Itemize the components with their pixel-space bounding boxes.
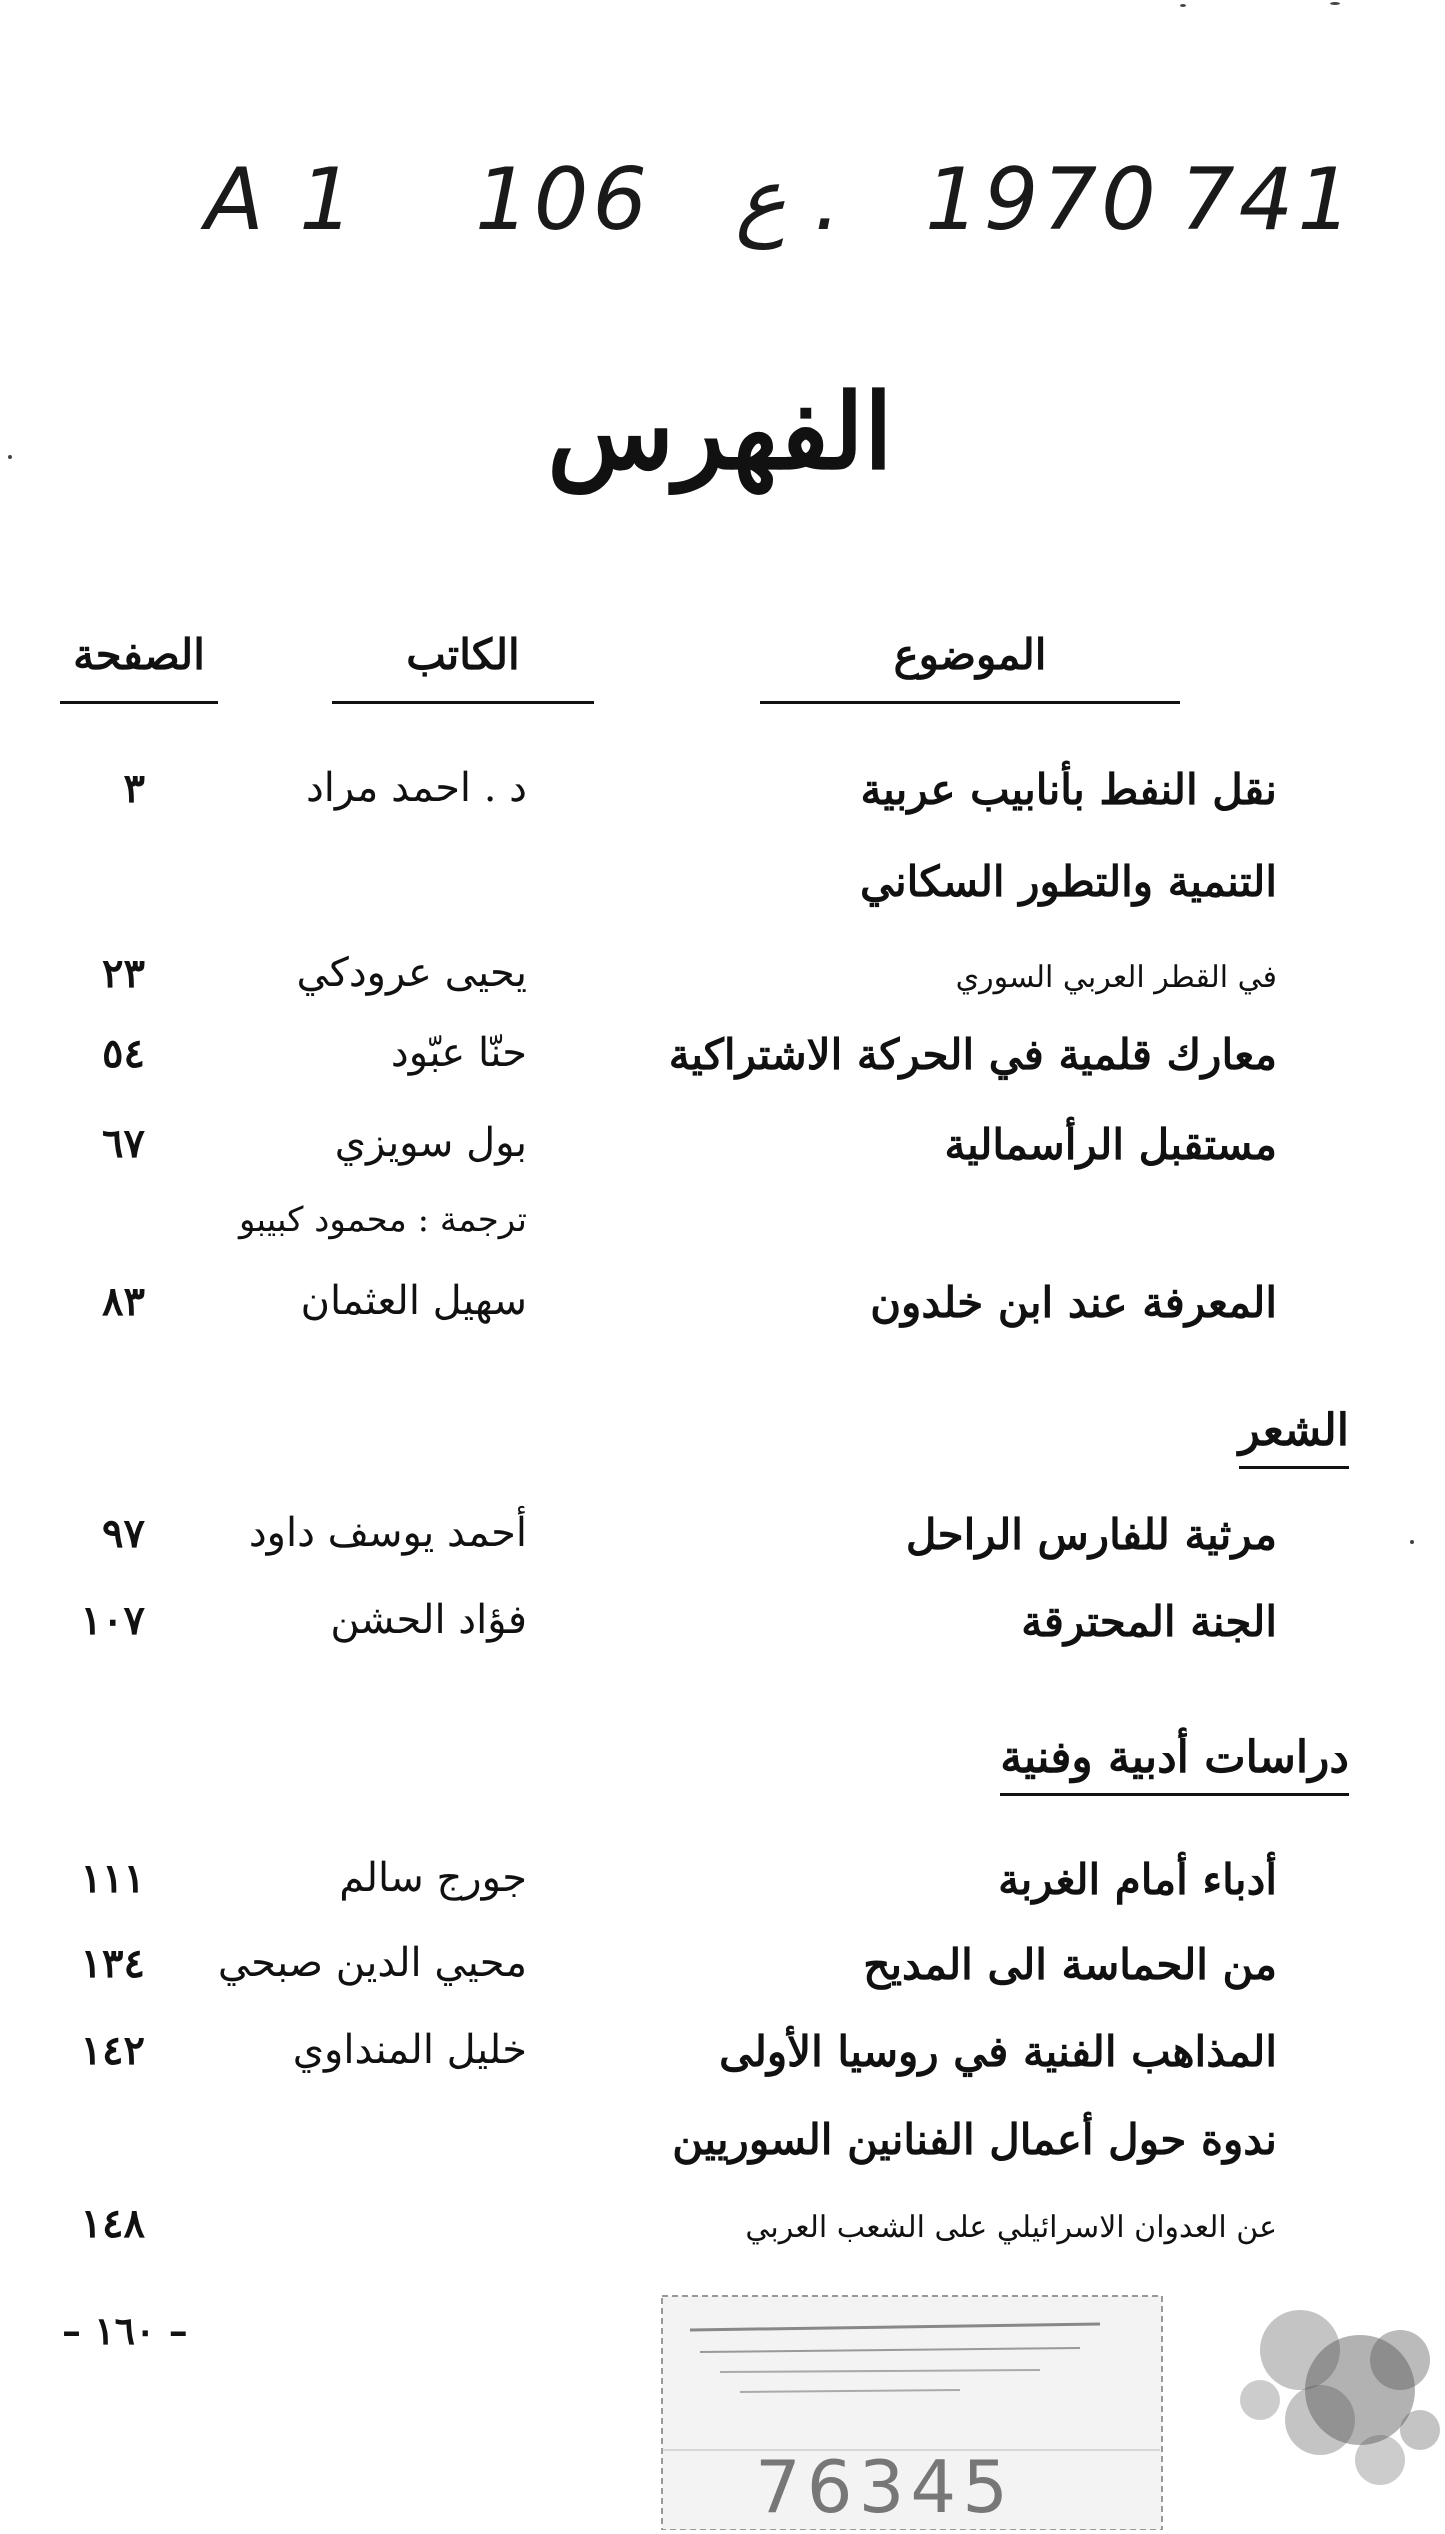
toc-page: ١٤٢	[80, 2027, 145, 2074]
toc-topic: مستقبل الرأسمالية	[944, 1120, 1277, 1169]
toc-topic: ندوة حول أعمال الفنانين السوريين	[672, 2115, 1277, 2164]
toc-row	[0, 950, 1445, 1020]
toc-topic: في القطر العربي السوري	[955, 960, 1277, 995]
toc-author: خليل المنداوي	[292, 2027, 527, 2073]
toc-topic: المعرفة عند ابن خلدون	[870, 1278, 1277, 1327]
toc-page: ١١١	[80, 1855, 145, 1902]
callno-part: 1970	[925, 150, 1160, 250]
page-title: الفهرس	[547, 370, 893, 493]
toc-row	[0, 1855, 1445, 1925]
page-number: – ١٦٠ –	[62, 2308, 188, 2353]
toc-author: فؤاد الحشن	[330, 1597, 527, 1643]
toc-page: ١٤٨	[80, 2200, 145, 2247]
toc-page: ٨٣	[102, 1278, 145, 1325]
stamp-graphic	[660, 2290, 1445, 2530]
toc-page: ٥٤	[102, 1030, 145, 1077]
toc-author: محيي الدين صبحي	[217, 1940, 527, 1986]
handwritten-call-number	[205, 150, 1385, 280]
toc-page: ٦٧	[102, 1120, 145, 1167]
toc-topic: من الحماسة الى المديح	[863, 1940, 1277, 1989]
toc-row	[0, 2115, 1445, 2185]
toc-author: سهيل العثمان	[300, 1278, 527, 1324]
stamp-number: 76345	[755, 2445, 1015, 2529]
toc-topic: معارك قلمية في الحركة الاشتراكية	[668, 1030, 1277, 1079]
toc-row	[0, 1030, 1445, 1100]
header-page: الصفحة	[60, 630, 218, 704]
scan-speck	[1180, 4, 1186, 7]
toc-row	[0, 765, 1445, 835]
toc-row	[0, 1200, 1445, 1270]
toc-row	[0, 1278, 1445, 1348]
toc-page: ١٣٤	[80, 1940, 145, 1987]
section-heading-studies: دراسات أدبية وفنية	[1000, 1732, 1349, 1796]
toc-author: يحيى عرودكي	[296, 950, 527, 996]
toc-row	[0, 1597, 1445, 1667]
toc-author: حنّا عبّود	[390, 1030, 527, 1076]
toc-topic: التنمية والتطور السكاني	[859, 857, 1277, 906]
library-stamp	[660, 2290, 1445, 2530]
toc-row	[0, 1120, 1445, 1190]
section-heading-poetry: الشعر	[1239, 1405, 1349, 1469]
scan-speck	[1330, 2, 1340, 5]
toc-topic: نقل النفط بأنابيب عربية	[860, 765, 1277, 814]
callno-part: 741	[1180, 150, 1357, 250]
toc-topic: المذاهب الفنية في روسيا الأولى	[719, 2027, 1277, 2076]
callno-part: 106	[475, 150, 652, 250]
callno-part: ع .	[735, 150, 842, 250]
scan-speck	[8, 455, 12, 459]
toc-row	[0, 1510, 1445, 1580]
callno-part: A 1	[205, 150, 358, 250]
toc-author: ترجمة : محمود كبيبو	[238, 1200, 527, 1240]
toc-topic: عن العدوان الاسرائيلي على الشعب العربي	[745, 2210, 1277, 2245]
toc-row	[0, 1940, 1445, 2010]
toc-topic: الجنة المحترقة	[1021, 1597, 1277, 1646]
toc-author: د . احمد مراد	[305, 765, 527, 811]
header-author: الكاتب	[332, 630, 594, 704]
toc-topic: مرثية للفارس الراحل	[905, 1510, 1277, 1559]
toc-page: ١٠٧	[80, 1597, 145, 1644]
toc-page: ٣	[123, 765, 145, 812]
toc-row	[0, 857, 1445, 927]
toc-page: ٩٧	[102, 1510, 145, 1557]
toc-author: بول سويزي	[334, 1120, 527, 1166]
toc-author: أحمد يوسف داود	[248, 1510, 527, 1556]
header-topic: الموضوع	[760, 630, 1180, 704]
toc-page: ٢٣	[102, 950, 145, 997]
toc-topic: أدباء أمام الغربة	[998, 1855, 1277, 1904]
toc-row	[0, 2027, 1445, 2097]
toc-row	[0, 2200, 1445, 2270]
toc-author: جورج سالم	[339, 1855, 527, 1901]
